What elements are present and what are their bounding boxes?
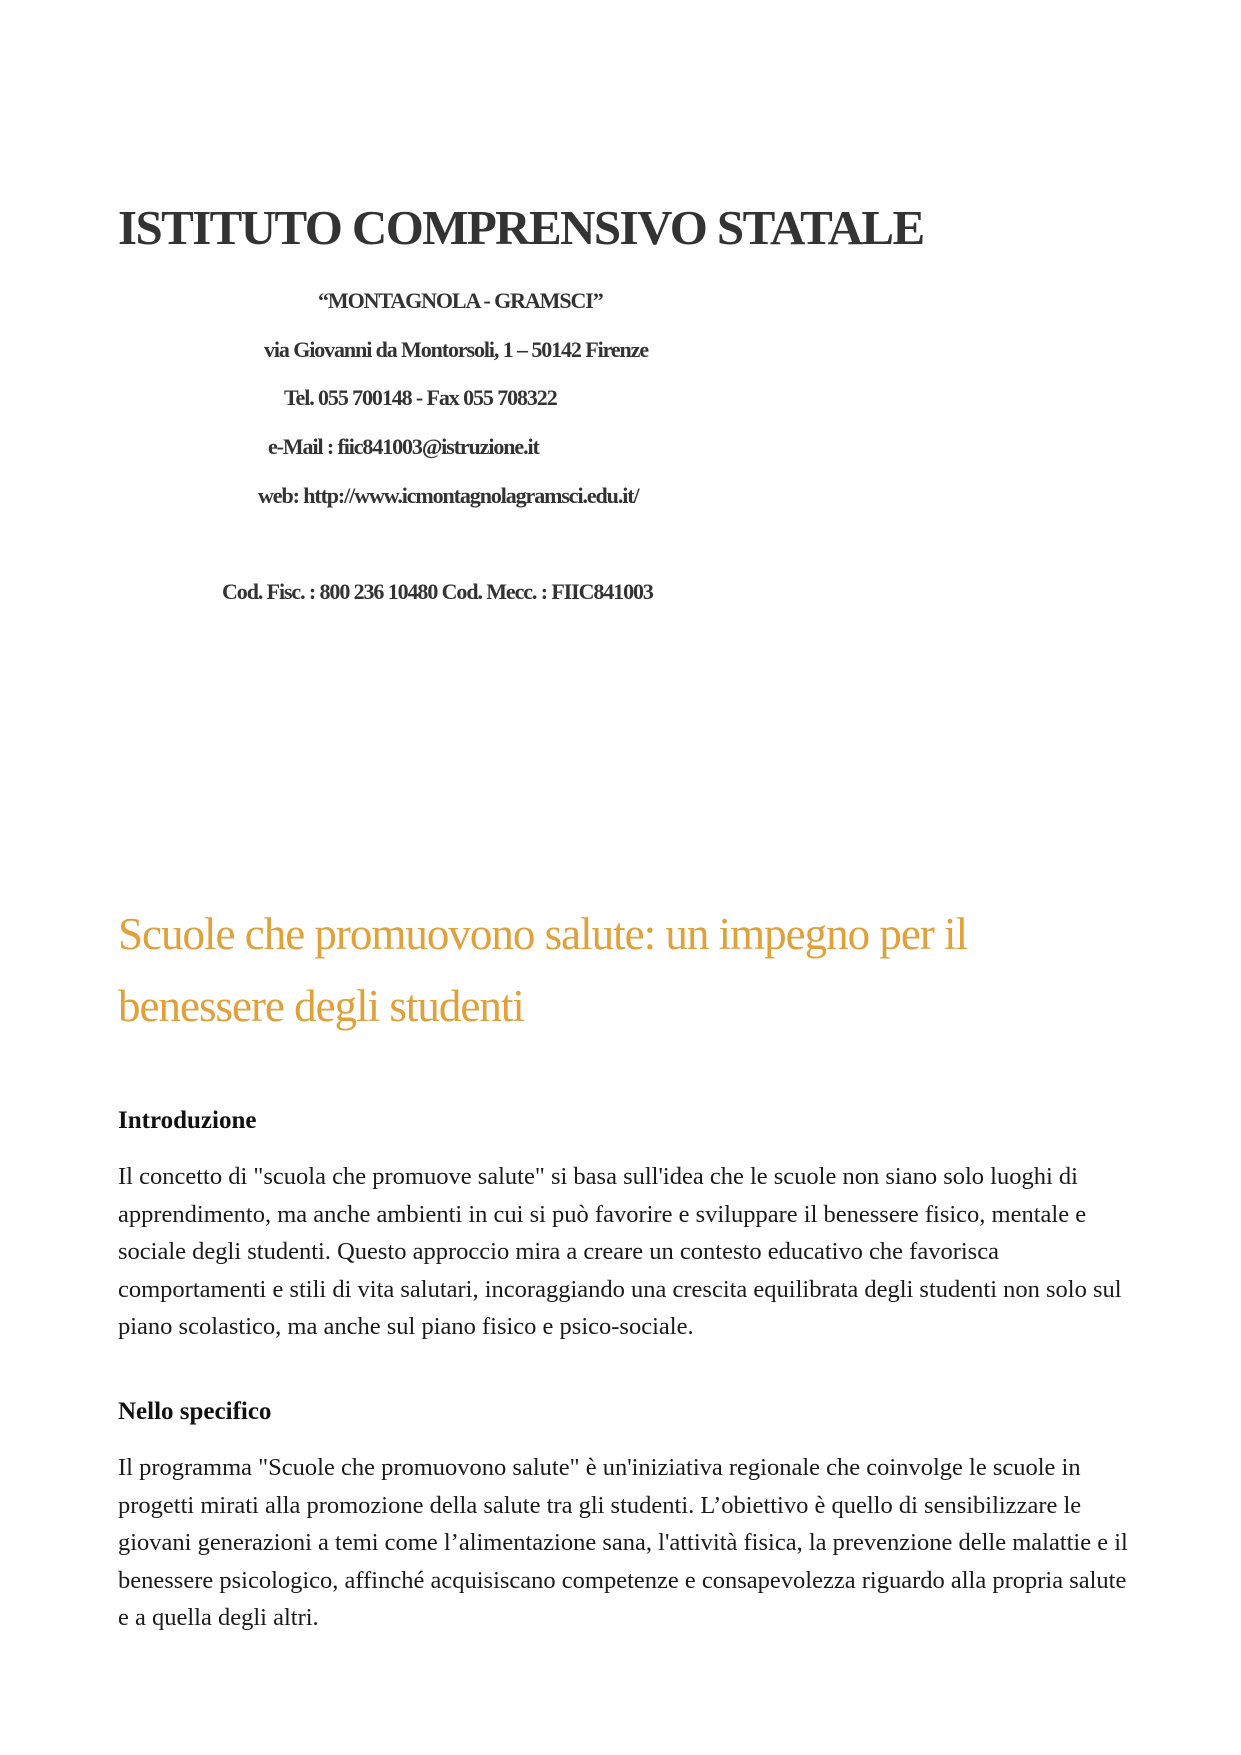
document-title: Scuole che promuovono salute: un impegno per il benessere degli studenti — [118, 909, 968, 1031]
section-heading-introduzione: Introduzione — [118, 1107, 257, 1134]
school-phone-fax: Tel. 055 700148 - Fax 055 708322 — [284, 385, 557, 410]
institute-title: ISTITUTO COMPRENSIVO STATALE — [118, 200, 924, 255]
school-website: web: http://www.icmontagnolagramsci.edu.it/ — [258, 483, 639, 508]
section-text-nello-specifico: Il programma "Scuole che promuovono salute" è un'iniziativa regionale che coinvolge le scuole in progetti mirati alla promozione della salute tra gli studenti. L’obiettivo è quello di sensibilizzare le giovani generazioni a temi come l’alimentazione sana, l'attività fisica, la prevenzione delle malattie e il benessere psicologico, affinché acquisiscano competenze e consapevolezza riguardo alla propria salute e a quella degli altri. — [118, 1454, 1128, 1631]
school-address: via Giovanni da Montorsoli, 1 – 50142 Firenze — [264, 337, 648, 362]
school-fiscal-codes: Cod. Fisc. : 800 236 10480 Cod. Mecc. : FIIC841003 — [222, 579, 653, 604]
section-heading-nello-specifico: Nello specifico — [118, 1398, 272, 1425]
school-name: “MONTAGNOLA - GRAMSCI” — [318, 288, 603, 313]
school-email: e-Mail : fiic841003@istruzione.it — [268, 434, 539, 459]
section-text-introduzione: Il concetto di "scuola che promuove salute" si basa sull'idea che le scuole non siano solo luoghi di apprendimento, ma anche ambienti in cui si può favorire e sviluppare il benessere fisico, mentale e sociale degli studenti. Questo approccio mira a creare un contesto educativo che favorisca comportamenti e stili di vita salutari, incoraggiando una crescita equilibrata degli studenti non solo sul piano scolastico, ma anche sul piano fisico e psico-sociale. — [118, 1163, 1122, 1340]
